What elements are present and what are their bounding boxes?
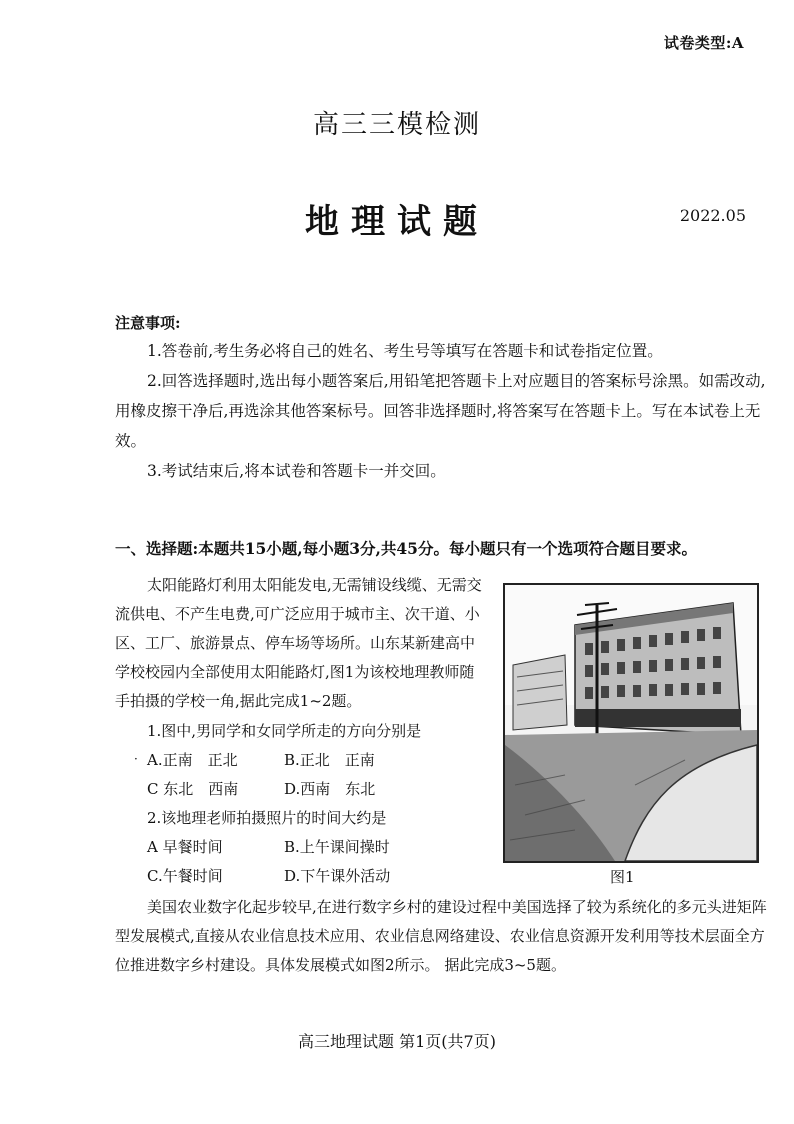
page-footer: 高三地理试题 第1页(共7页) (298, 1032, 496, 1051)
q1-option-c: C 东北 西南 (147, 780, 239, 798)
section-heading: 一、选择题:本题共15小题,每小题3分,共45分。每小题只有一个选项符合题目要求。 (115, 539, 697, 558)
stray-mark: · (134, 752, 138, 766)
paper-type-label: 试卷类型:A (663, 34, 744, 52)
note-item-2: 2.回答选择题时,选出每小题答案后,用铅笔把答题卡上对应题目的答案标号涂黑。如需改动,用橡皮擦干净后,再选涂其他答案标号。回答非选择题时,将答案写在答题卡上。写在本试卷上无效。 (115, 372, 766, 450)
question-1-stem: 1.图中,男同学和女同学所走的方向分别是 (147, 722, 422, 740)
figure-1-photo (503, 583, 759, 863)
figure-1-caption: 图1 (610, 868, 635, 886)
q2-option-d: D.下午课外活动 (284, 867, 391, 885)
notes-heading: 注意事项: (115, 314, 181, 332)
exam-title: 高三三模检测 (312, 110, 481, 140)
q1-option-b: B.正北 正南 (284, 751, 375, 769)
subject-title: 地理试题 (305, 202, 489, 242)
q1-option-d: D.西南 东北 (284, 780, 376, 798)
note-item-3: 3.考试结束后,将本试卷和答题卡一并交回。 (147, 462, 446, 480)
note-item-1: 1.答卷前,考生务必将自己的姓名、考生号等填写在答题卡和试卷指定位置。 (147, 342, 663, 360)
q2-option-a: A 早餐时间 (147, 838, 223, 856)
passage-solar-lights: 太阳能路灯利用太阳能发电,无需铺设线缆、无需交流供电、不产生电费,可广泛应用于城市主、次干道、小区、工厂、旅游景点、停车场等场所。山东某新建高中学校校园内全部使用太阳能路灯,图1为该校地理教师随手拍摄的学校一角,据此完成1~2题。 (115, 576, 482, 710)
passage-us-digital-agriculture: 美国农业数字化起步较早,在进行数字乡村的建设过程中美国选择了较为系统化的多元头进矩阵型发展模式,直接从农业信息技术应用、农业信息网络建设、农业信息资源开发利用等技术层面全方位推进数字乡村建设。具体发展模式如图2所示。 据此完成3~5题。 (115, 898, 767, 974)
school-building-photo (505, 585, 757, 861)
exam-date: 2022.05 (679, 206, 746, 225)
question-2-stem: 2.该地理老师拍摄照片的时间大约是 (147, 809, 387, 827)
q1-option-a: A.正南 正北 (147, 751, 238, 769)
q2-option-c: C.午餐时间 (147, 867, 223, 885)
q2-option-b: B.上午课间操时 (284, 838, 390, 856)
